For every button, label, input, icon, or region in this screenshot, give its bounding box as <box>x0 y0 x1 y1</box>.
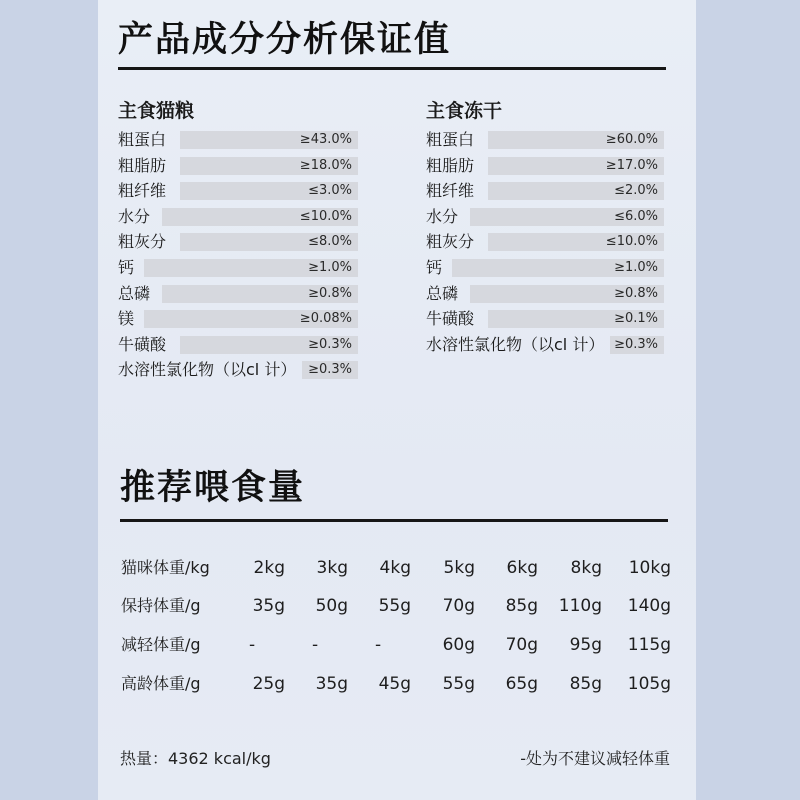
feeding-cell: 50g <box>315 596 348 616</box>
footer-note: -处为不建议减轻体重 <box>520 749 670 768</box>
nutrient-value: ≥1.0% <box>614 260 658 275</box>
feeding-cell: 35g <box>315 674 348 694</box>
nutrient-value: ≤8.0% <box>308 234 352 250</box>
nutrient-value: ≥18.0% <box>299 157 352 173</box>
feeding-cell: 5kg <box>443 558 475 578</box>
nutrient-value: ≤10.0% <box>299 208 352 224</box>
feeding-cell: 115g <box>627 635 671 655</box>
nutrient-value: ≥0.3% <box>308 336 352 352</box>
nutrient-value: ≤6.0% <box>614 208 658 224</box>
nutrient-value: ≥0.3% <box>614 336 658 352</box>
left-group-title: 主食猫粮 <box>118 100 195 122</box>
nutrient-name: 牛磺酸 <box>118 334 167 354</box>
nutrient-name: 牛磺酸 <box>426 309 475 329</box>
energy-text: 热量：4362 kcal/kg <box>120 749 271 768</box>
nutrient-row <box>118 334 358 354</box>
nutrient-name: 钙 <box>118 258 135 277</box>
nutrient-value: ≥43.0% <box>299 132 352 147</box>
feeding-cell: 105g <box>627 674 671 694</box>
feeding-cell: 140g <box>627 596 671 616</box>
feeding-cell: 2kg <box>253 558 285 578</box>
nutrient-row <box>426 283 664 303</box>
nutrient-row <box>426 308 664 328</box>
nutrient-row <box>426 231 664 251</box>
feeding-cell: 95g <box>569 635 602 655</box>
feeding-cell: 70g <box>505 635 538 655</box>
feeding-cell: - <box>249 635 256 655</box>
feeding-cell: 85g <box>505 596 538 616</box>
nutrient-value: ≤10.0% <box>605 234 658 250</box>
feeding-cell: 60g <box>442 635 475 655</box>
nutrient-value: ≥1.0% <box>308 260 352 275</box>
nutrient-name: 粗灰分 <box>118 232 167 252</box>
nutrient-name: 粗灰分 <box>426 232 475 252</box>
nutrient-name: 粗纤维 <box>426 181 475 201</box>
right-group-title: 主食冻干 <box>426 100 503 122</box>
analysis-title: 产品成分分析保证值 <box>118 20 452 60</box>
feeding-cell: 6kg <box>506 558 538 578</box>
nutrient-value: ≤3.0% <box>308 183 352 199</box>
nutrient-value: ≥60.0% <box>605 132 658 147</box>
feeding-cell: 55g <box>442 674 475 694</box>
feeding-row-label: 高龄体重/g <box>121 674 201 693</box>
nutrient-row <box>118 359 358 379</box>
feeding-cell: 3kg <box>316 558 348 578</box>
feeding-title: 推荐喂食量 <box>120 468 306 508</box>
nutrient-name: 水溶性氯化物（以cl 计） <box>426 334 605 354</box>
nutrient-name: 水分 <box>118 206 151 226</box>
nutrient-row <box>118 180 358 200</box>
nutrient-row <box>118 283 358 303</box>
feeding-cell: 110g <box>558 596 602 616</box>
nutrient-name: 钙 <box>426 258 443 277</box>
feeding-row-label: 保持体重/g <box>121 596 201 615</box>
nutrient-name: 总磷 <box>118 283 151 303</box>
nutrient-row <box>118 155 358 175</box>
feeding-cell: 8kg <box>570 558 602 578</box>
nutrient-row <box>118 308 358 328</box>
nutrient-row <box>426 180 664 200</box>
feeding-row-label: 猫咪体重/kg <box>121 558 210 577</box>
nutrient-row <box>426 155 664 175</box>
nutrient-row <box>426 206 664 226</box>
nutrient-row <box>118 231 358 251</box>
nutrient-value: ≥0.08% <box>299 311 352 327</box>
feeding-cell: 35g <box>252 596 285 616</box>
nutrient-name: 粗脂肪 <box>426 155 475 175</box>
nutrient-name: 粗脂肪 <box>118 155 167 175</box>
nutrient-value: ≥0.1% <box>614 311 658 327</box>
analysis-title-rule <box>118 67 666 70</box>
nutrient-row <box>118 206 358 226</box>
feeding-cell: 70g <box>442 596 475 616</box>
nutrient-name: 镁 <box>118 309 135 329</box>
feeding-cell: 55g <box>378 596 411 616</box>
nutrient-name: 总磷 <box>426 283 459 303</box>
feeding-row-label: 减轻体重/g <box>121 635 201 654</box>
nutrient-row <box>118 129 358 149</box>
feeding-cell: 4kg <box>379 558 411 578</box>
feeding-cell: 10kg <box>628 558 671 578</box>
feeding-cell: 45g <box>378 674 411 694</box>
nutrient-row <box>426 129 664 149</box>
nutrient-row <box>426 334 664 354</box>
feeding-cell: - <box>375 635 382 655</box>
feeding-cell: - <box>312 635 319 655</box>
feeding-title-rule <box>120 519 668 522</box>
nutrient-row <box>426 257 664 277</box>
nutrient-value: ≥0.8% <box>308 285 352 301</box>
nutrient-value: ≤2.0% <box>614 183 658 199</box>
nutrient-row <box>118 257 358 277</box>
nutrient-value: ≥17.0% <box>605 157 658 173</box>
nutrient-name: 水分 <box>426 206 459 226</box>
nutrient-name: 水溶性氯化物（以cl 计） <box>118 360 297 380</box>
nutrient-name: 粗纤维 <box>118 181 167 201</box>
nutrient-name: 粗蛋白 <box>426 130 475 149</box>
nutrient-value: ≥0.3% <box>308 362 352 378</box>
feeding-cell: 25g <box>252 674 285 694</box>
feeding-cell: 65g <box>505 674 538 694</box>
feeding-cell: 85g <box>569 674 602 694</box>
nutrient-value: ≥0.8% <box>614 285 658 301</box>
nutrient-name: 粗蛋白 <box>118 130 167 149</box>
